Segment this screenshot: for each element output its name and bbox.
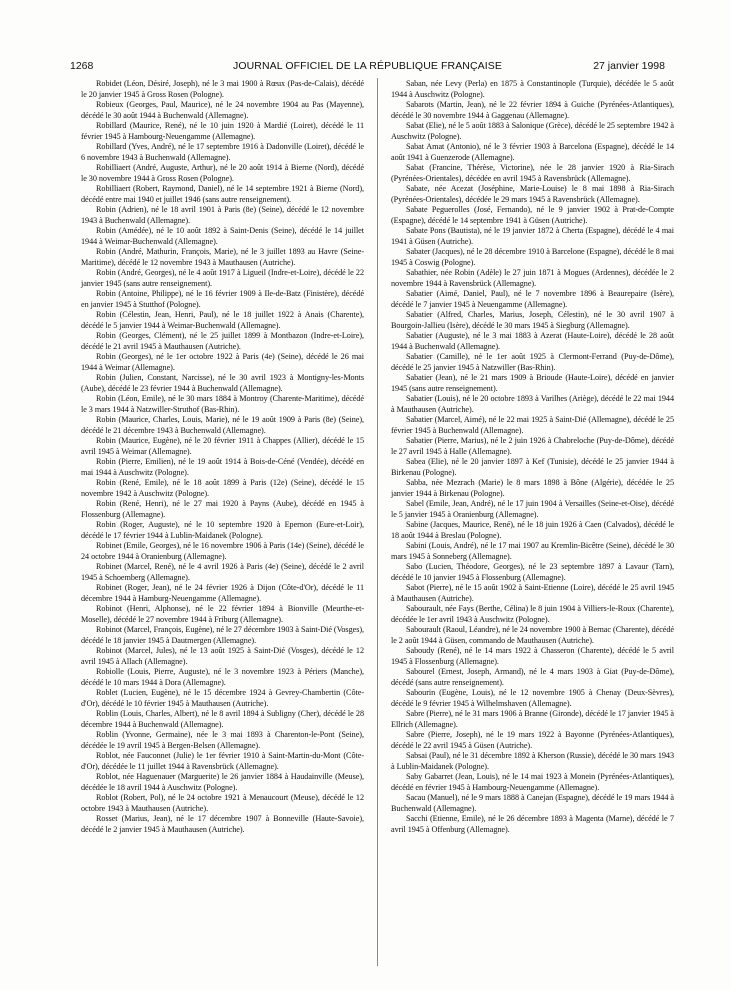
list-item: Sacau (Manuel), né le 9 mars 1888 à Canejan (Espagne), décédé le 19 mars 1944 à Buchenwald (Allemagne). <box>391 793 674 813</box>
list-item: Robinot (Marcel, François, Eugène), né le 27 décembre 1903 à Saint-Dié (Vosges), décédé le 18 janvier 1945 à Dautmergen (Allemagne). <box>81 625 365 645</box>
list-item: Saboudy (René), né le 14 mars 1922 à Chasseron (Charente), décédé le 5 avril 1945 à Flossenburg (Allemagne). <box>391 646 674 666</box>
list-item: Robilliaert (André, Auguste, Arthur), né le 20 août 1914 à Bierne (Nord), décédé le 30 novembre 1944 à Gross Rosen (Pologne). <box>81 163 364 183</box>
list-item: Sabatier (Louis), né le 20 octobre 1893 à Varilhes (Ariège), décédé le 22 mai 1944 à Mauthausen (Autriche). <box>391 394 674 414</box>
list-item: Robin (Amédée), né le 10 août 1892 à Saint-Denis (Seine), décédé le 14 juillet 1944 à Weimar-Buchenwald (Allemagne). <box>81 226 364 246</box>
list-item: Robinet (Emile, Georges), né le 16 novembre 1906 à Paris (14e) (Seine), décédé le 24 octobre 1944 à Oranienburg (Allemagne). <box>81 541 364 561</box>
list-item: Sabatier (Alfred, Charles, Marius, Joseph, Célestin), né le 30 avril 1907 à Bourgoin-Jallieu (Isère), décédé le 30 mars 1945 à Siegburg (Allemagne). <box>391 310 674 330</box>
column-divider <box>377 78 378 966</box>
list-item: Saban, née Levy (Perla) en 1875 à Constantinople (Turquie), décédée le 5 août 1944 à Auschwitz (Pologne). <box>391 79 674 99</box>
list-item: Sabat Amat (Antonio), né le 3 février 1903 à Barcelona (Espagne), décédé le 14 août 1941 à Guenzerode (Allemagne). <box>391 142 674 162</box>
list-item: Sabini (Louis, André), né le 17 mai 1907 au Kremlin-Bicêtre (Seine), décédé le 30 mars 1945 à Sonneberg (Allemagne). <box>391 541 674 561</box>
list-item: Robin (Georges), né le 1er octobre 1922 à Paris (4e) (Seine), décédé le 26 mai 1944 à Weimar (Allemagne). <box>81 352 364 372</box>
list-item: Sabo (Lucien, Théodore, Georges), né le 23 septembre 1897 à Lavaur (Tarn), décédé le 10 janvier 1945 à Flossenburg (Allemagne). <box>391 562 674 582</box>
list-item: Robinet (Roger, Jean), né le 24 février 1926 à Dijon (Côte-d'Or), décédé le 11 décembre 1944 à Hamburg-Neuengamme (Allemagne). <box>81 583 364 603</box>
list-item: Robidet (Léon, Désiré, Joseph), né le 3 mai 1900 à Rœux (Pas-de-Calais), décédé le 20 janvier 1945 à Gross Rosen (Pologne). <box>81 79 364 99</box>
list-item: Robilliaert (Robert, Raymond, Daniel), né le 14 septembre 1921 à Bierne (Nord), décédé entre mai 1940 et juillet 1946 (sans autre renseignement). <box>81 184 364 204</box>
list-item: Sabba, née Mezrach (Marie) le 8 mars 1898 à Bône (Algérie), décédée le 25 janvier 1944 à Birkenau (Pologne). <box>391 478 674 498</box>
list-item: Robin (Célestin, Jean, Henri, Paul), né le 18 juillet 1922 à Anais (Charente), décédé le 5 janvier 1944 à Weimar-Buchenwald (Allemagne). <box>81 310 364 330</box>
left-column <box>81 79 364 835</box>
list-item: Robin (René, Henri), né le 27 mai 1920 à Payns (Aube), décédé en 1945 à Flossenburg (Allemagne). <box>81 499 364 519</box>
list-item: Robinet (Marcel, René), né le 4 avril 1926 à Paris (4e) (Seine), décédé le 2 avril 1945 à Schoemberg (Allemagne). <box>81 562 364 582</box>
list-item: Sabat (Elie), né le 5 août 1883 à Salonique (Grèce), décédé le 25 septembre 1942 à Auschwitz (Pologne). <box>391 121 674 141</box>
list-item: Sabate, née Acezat (Joséphine, Marie-Louise) le 8 mai 1898 à Ria-Sirach (Pyrénées-Orientales), décédée le 29 mars 1945 à Ravensbrück (Allemagne). <box>391 184 674 204</box>
list-item: Sabarots (Martin, Jean), né le 22 février 1894 à Guiche (Pyrénées-Atlantiques), décédé le 30 novembre 1944 à Gaggenau (Allemagne). <box>391 100 674 120</box>
list-item: Robin (Maurice, Eugène), né le 20 février 1911 à Chappes (Allier), décédé le 15 avril 1945 à Weimar (Allemagne). <box>81 436 364 456</box>
list-item: Robin (Julien, Constant, Narcisse), né le 30 avril 1923 à Montigny-les-Monts (Aube), décédé le 23 février 1944 à Buchenwald (Allemagne). <box>81 373 364 393</box>
list-item: Sabourin (Eugène, Louis), né le 12 novembre 1905 à Chenay (Deux-Sèvres), décédé le 9 février 1945 à Wilhelmshaven (Allemagne). <box>391 688 674 708</box>
list-item: Sabre (Pierre), né le 31 mars 1906 à Branne (Gironde), décédé le 17 janvier 1945 à Ellrich (Allemagne). <box>391 709 674 729</box>
list-item: Robin (Roger, Auguste), né le 10 septembre 1920 à Epernon (Eure-et-Loir), décédé le 17 février 1944 à Lublin-Maidanek (Pologne). <box>81 520 364 540</box>
list-item: Robin (Adrien), né le 18 avril 1901 à Paris (8e) (Seine), décédé le 12 novembre 1943 à Buchenwald (Allemagne). <box>81 205 364 225</box>
list-item: Robin (Georges, Clément), né le 25 juillet 1899 à Montbazon (Indre-et-Loire), décédé le 21 avril 1945 à Mauthausen (Autriche). <box>81 331 364 351</box>
list-item: Robin (Antoine, Philippe), né le 16 février 1909 à Ile-de-Batz (Finistère), décédé en janvier 1945 à Stutthof (Pologne). <box>81 289 364 309</box>
list-item: Robieux (Georges, Paul, Maurice), né le 24 novembre 1904 au Pas (Mayenne), décédé le 30 août 1944 à Buchenwald (Allemagne). <box>81 100 364 120</box>
list-item: Sabathier, née Robin (Adèle) le 27 juin 1871 à Mogues (Ardennes), décédée le 2 novembre 1944 à Ravensbrück (Allemagne). <box>391 268 674 288</box>
issue-date: 27 janvier 1998 <box>593 60 665 72</box>
list-item: Roblot (Robert, Pol), né le 24 octobre 1921 à Menaucourt (Meuse), décédé le 12 octobre 1943 à Mauthausen (Autriche). <box>81 793 364 813</box>
list-item: Robin (André, Georges), né le 4 août 1917 à Ligueil (Indre-et-Loire), décédé le 22 janvier 1945 (sans autre renseignement). <box>81 268 364 288</box>
list-item: Robin (Léon, Emile), né le 30 mars 1884 à Montroy (Charente-Maritime), décédé le 3 mars 1944 à Natzwiller-Struthof (Bas-Rhin). <box>81 394 364 414</box>
list-item: Robiolle (Louis, Pierre, Auguste), né le 3 novembre 1923 à Périers (Manche), décédé le 10 mars 1944 à Dora (Allemagne). <box>81 667 364 687</box>
list-item: Roblin (Yvonne, Germaine), née le 3 mai 1893 à Charenton-le-Pont (Seine), décédée le 19 avril 1945 à Bergen-Belsen (Allemagne). <box>81 730 364 750</box>
list-item: Robin (André, Mathurin, François, Marie), né le 3 juillet 1893 au Havre (Seine-Maritime), décédé le 12 novembre 1943 à Mauthausen (Autriche). <box>81 247 364 267</box>
list-item: Sabea (Elie), né le 20 janvier 1897 à Kef (Tunisie), décédé le 25 janvier 1944 à Birkenau (Pologne). <box>391 457 674 477</box>
list-item: Roblot, née Fauconnet (Julie) le 1er février 1910 à Saint-Martin-du-Mont (Côte-d'Or), décédée le 11 juillet 1944 à Ravensbrück (Allemagne). <box>81 751 364 771</box>
list-item: Sabourault (Raoul, Léandre), né le 24 novembre 1900 à Bernac (Charente), décédé le 2 août 1944 à Güsen, commando de Mauthausen (Autriche). <box>391 625 674 645</box>
list-item: Sacchi (Etienne, Emile), né le 26 décembre 1893 à Magenta (Marne), décédé le 7 avril 1945 à Offenburg (Allemagne). <box>391 814 674 834</box>
list-item: Sabate Peguerolles (José, Fernando), né le 9 janvier 1902 à Prat-de-Compte (Espagne), décédé le 14 septembre 1941 à Güsen (Autriche). <box>391 205 674 225</box>
list-item: Roblet (Lucien, Eugène), né le 15 décembre 1924 à Gevrey-Chambertin (Côte-d'Or), décédé le 10 février 1945 à Mauthausen (Autriche). <box>81 688 364 708</box>
list-item: Roblot, née Haguenauer (Marguerite) le 26 janvier 1884 à Haudainville (Meuse), décédée le 18 avril 1944 à Auschwitz (Pologne). <box>81 772 364 792</box>
list-item: Sabatier (Jean), né le 21 mars 1909 à Brioude (Haute-Loire), décédé en janvier 1945 (sans autre renseignement). <box>391 373 674 393</box>
list-item: Sabsai (Paul), né le 31 décembre 1892 à Kherson (Russie), décédé le 30 mars 1943 à Lublin-Maidanek (Pologne). <box>391 751 674 771</box>
list-item: Sabater (Jacques), né le 28 décembre 1910 à Barcelone (Espagne), décédé le 8 mai 1945 à Coswig (Pologne). <box>391 247 674 267</box>
journal-title: JOURNAL OFFICIEL DE LA RÉPUBLIQUE FRANÇAISE <box>233 60 502 72</box>
list-item: Robillard (Yves, André), né le 17 septembre 1916 à Dadonville (Loiret), décédé le 6 novembre 1943 à Buchenwald (Allemagne). <box>81 142 364 162</box>
list-item: Sabatier (Aimé, Daniel, Paul), né le 7 novembre 1896 à Beaurepaire (Isère), décédé le 7 janvier 1945 à Neuengamme (Allemagne). <box>391 289 674 309</box>
list-item: Roblin (Louis, Charles, Albert), né le 8 avril 1894 à Subligny (Cher), décédé le 28 décembre 1944 à Buchenwald (Allemagne). <box>81 709 364 729</box>
page-number: 1268 <box>70 60 94 72</box>
list-item: Robinot (Henri, Alphonse), né le 22 février 1894 à Bionville (Meurthe-et-Moselle), décédé le 27 novembre 1944 à Friburg (Allemagne). <box>81 604 364 624</box>
list-item: Robin (René, Emile), né le 18 août 1899 à Paris (12e) (Seine), décédé le 15 novembre 1942 à Auschwitz (Pologne). <box>81 478 364 498</box>
list-item: Robinot (Marcel, Jules), né le 13 août 1925 à Saint-Dié (Vosges), décédé le 12 avril 1945 à Allach (Allemagne). <box>81 646 364 666</box>
list-item: Sabel (Emile, Jean, André), né le 17 juin 1904 à Versailles (Seine-et-Oise), décédé le 5 janvier 1945 à Oranienburg (Allemagne). <box>391 499 674 519</box>
list-item: Rosset (Marius, Jean), né le 17 décembre 1907 à Bonneville (Haute-Savoie), décédé le 2 janvier 1945 à Mauthausen (Autriche). <box>81 814 364 834</box>
list-item: Sabourault, née Fays (Berthe, Célina) le 8 juin 1904 à Villiers-le-Roux (Charente), décédée le 1er avril 1943 à Auschwitz (Pologne). <box>391 604 674 624</box>
list-item: Sabatier (Camille), né le 1er août 1925 à Clermont-Ferrand (Puy-de-Dôme), décédé le 25 janvier 1945 à Natzwiller (Bas-Rhin). <box>391 352 674 372</box>
list-item: Sabatier (Pierre, Marius), né le 2 juin 1926 à Chabreloche (Puy-de-Dôme), décédé le 27 avril 1945 à Halle (Allemagne). <box>391 436 674 456</box>
list-item: Robin (Pierre, Emilien), né le 19 août 1914 à Bois-de-Céné (Vendée), décédé en mai 1944 à Auschwitz (Pologne). <box>81 457 364 477</box>
list-item: Sabat (Francine, Thérèse, Victorine), née le 28 janvier 1920 à Ria-Sirach (Pyrénées-Orientales), décédée en avril 1945 à Ravensbrück (Allemagne). <box>391 163 674 183</box>
right-column <box>391 79 674 835</box>
list-item: Sabourel (Ernest, Joseph, Armand), né le 4 mars 1903 à Giat (Puy-de-Dôme), décédé (sans autre renseignement). <box>391 667 674 687</box>
list-item: Sabate Pons (Bautista), né le 19 janvier 1872 à Cherta (Espagne), décédé le 4 mai 1941 à Güsen (Autriche). <box>391 226 674 246</box>
list-item: Sabot (Pierre), né le 15 août 1902 à Saint-Etienne (Loire), décédé le 25 avril 1945 à Mauthausen (Autriche). <box>391 583 674 603</box>
list-item: Saby Gabarret (Jean, Louis), né le 14 mai 1923 à Monein (Pyrénées-Atlantiques), décédé en février 1945 à Hambourg-Neuengamme (Allemagne). <box>391 772 674 792</box>
list-item: Sabatier (Marcel, Aimé), né le 22 mai 1925 à Saint-Dié (Allemagne), décédé le 25 février 1945 à Buchenwald (Allemagne). <box>391 415 674 435</box>
page-header <box>70 60 665 76</box>
list-item: Sabatier (Auguste), né le 3 mai 1883 à Azerat (Haute-Loire), décédé le 28 août 1944 à Buchenwald (Allemagne). <box>391 331 674 351</box>
list-item: Sabre (Pierre, Joseph), né le 19 mars 1922 à Bayonne (Pyrénées-Atlantiques), décédé le 22 avril 1945 à Güsen (Autriche). <box>391 730 674 750</box>
list-item: Sabine (Jacques, Maurice, René), né le 18 juin 1926 à Caen (Calvados), décédé le 18 août 1944 à Breslau (Pologne). <box>391 520 674 540</box>
list-item: Robin (Maurice, Charles, Louis, Marie), né le 19 août 1909 à Paris (8e) (Seine), décédé le 21 décembre 1943 à Buchenwald (Allemagne). <box>81 415 364 435</box>
list-item: Robillard (Maurice, René), né le 10 juin 1920 à Mardié (Loiret), décédé le 11 février 1945 à Hambourg-Neuengamme (Allemagne). <box>81 121 364 141</box>
